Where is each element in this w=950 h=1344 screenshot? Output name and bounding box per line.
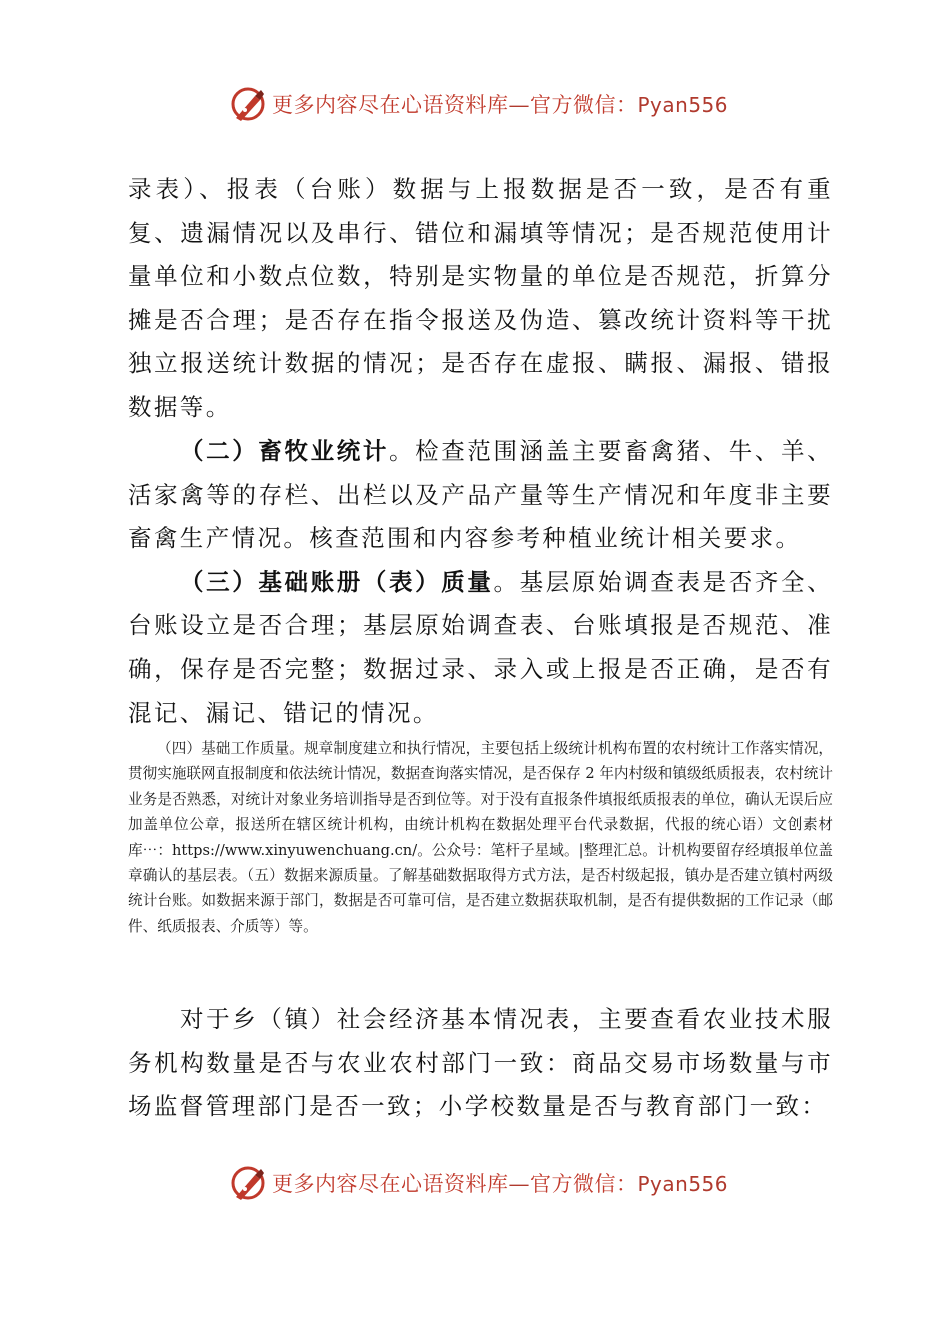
paragraph-section2	[128, 430, 833, 561]
footer-banner	[228, 1163, 748, 1203]
paragraph-section4	[128, 736, 833, 939]
section3-heading: （三）基础账册（表）质量	[180, 567, 494, 596]
header-banner	[228, 84, 748, 124]
banner-text: 更多内容尽在心语资料库—官方微信：Pyan556	[272, 1172, 729, 1196]
paragraph-group-2-3	[128, 430, 833, 735]
section5-text: 对于乡（镇）社会经济基本情况表，主要查看农业技术服务机构数量是否与农业农村部门一致：商品交易市场数量与市场监督管理部门是否一致；小学校数量是否与教育部门一致：	[128, 1005, 833, 1121]
paragraph-section5	[128, 998, 833, 1129]
section3-text: 。基层原始调查表是否齐全、台账设立是否合理；基层原始调查表、台账填报是否规范、准确，保存是否完整；数据过录、录入或上报是否正确，是否有混记、漏记、错记的情况。	[128, 567, 833, 727]
wechat-id: Pyan556	[637, 1172, 729, 1196]
section1-text: 录表）、报表（台账）数据与上报数据是否一致，是否有重复、遗漏情况以及串行、错位和漏填等情况；是否规范使用计量单位和小数点位数，特别是实物量的单位是否规范，折算分摊是否合理；是否存在指令报送及伪造、篡改统计资料等干扰独立报送统计数据的情况；是否存在虚报、瞒报、漏报、错报数据等。	[128, 175, 833, 421]
pen-logo-icon	[228, 84, 268, 124]
paragraph-section3	[128, 561, 833, 735]
section2-text: 。检查范围涵盖主要畜禽猪、牛、羊、活家禽等的存栏、出栏以及产品产量等生产情况和年度非主要畜禽生产情况。核查范围和内容参考种植业统计相关要求。	[128, 437, 833, 553]
wechat-id: Pyan556	[637, 93, 729, 117]
pen-logo-icon	[228, 1163, 268, 1203]
section4-text: （四）基础工作质量。规章制度建立和执行情况，主要包括上级统计机构布置的农村统计工作落实情况，贯彻实施联网直报制度和依法统计情况，数据查询落实情况，是否保存 2 年内村级和镇级纸质报表，农村统计业务是否熟悉，对统计对象业务培训指导是否到位等。对于没有直报条件填报纸质报表的单位，确认无误后应加盖单位公章，报送所在辖区统计机构，由统计机构在数据处理平台代录数据，代报的统心语）文创素材库⋯：https://www.xinyuwenchuang.cn/。公众号：笔杆子星域。|整理汇总。计机构要留存经填报单位盖章确认的基层表。（五）数据来源质量。了解基础数据取得方式方法，是否村级起报，镇办是否建立镇村两级统计台账。如数据来源于部门，数据是否可靠可信，是否建立数据获取机制，是否有提供数据的工作记录（邮件、纸质报表、介质等）等。	[128, 740, 833, 935]
paragraph-section1	[128, 168, 833, 430]
section2-heading: （二）畜牧业统计	[180, 437, 390, 465]
banner-text: 更多内容尽在心语资料库—官方微信：Pyan556	[272, 93, 729, 117]
